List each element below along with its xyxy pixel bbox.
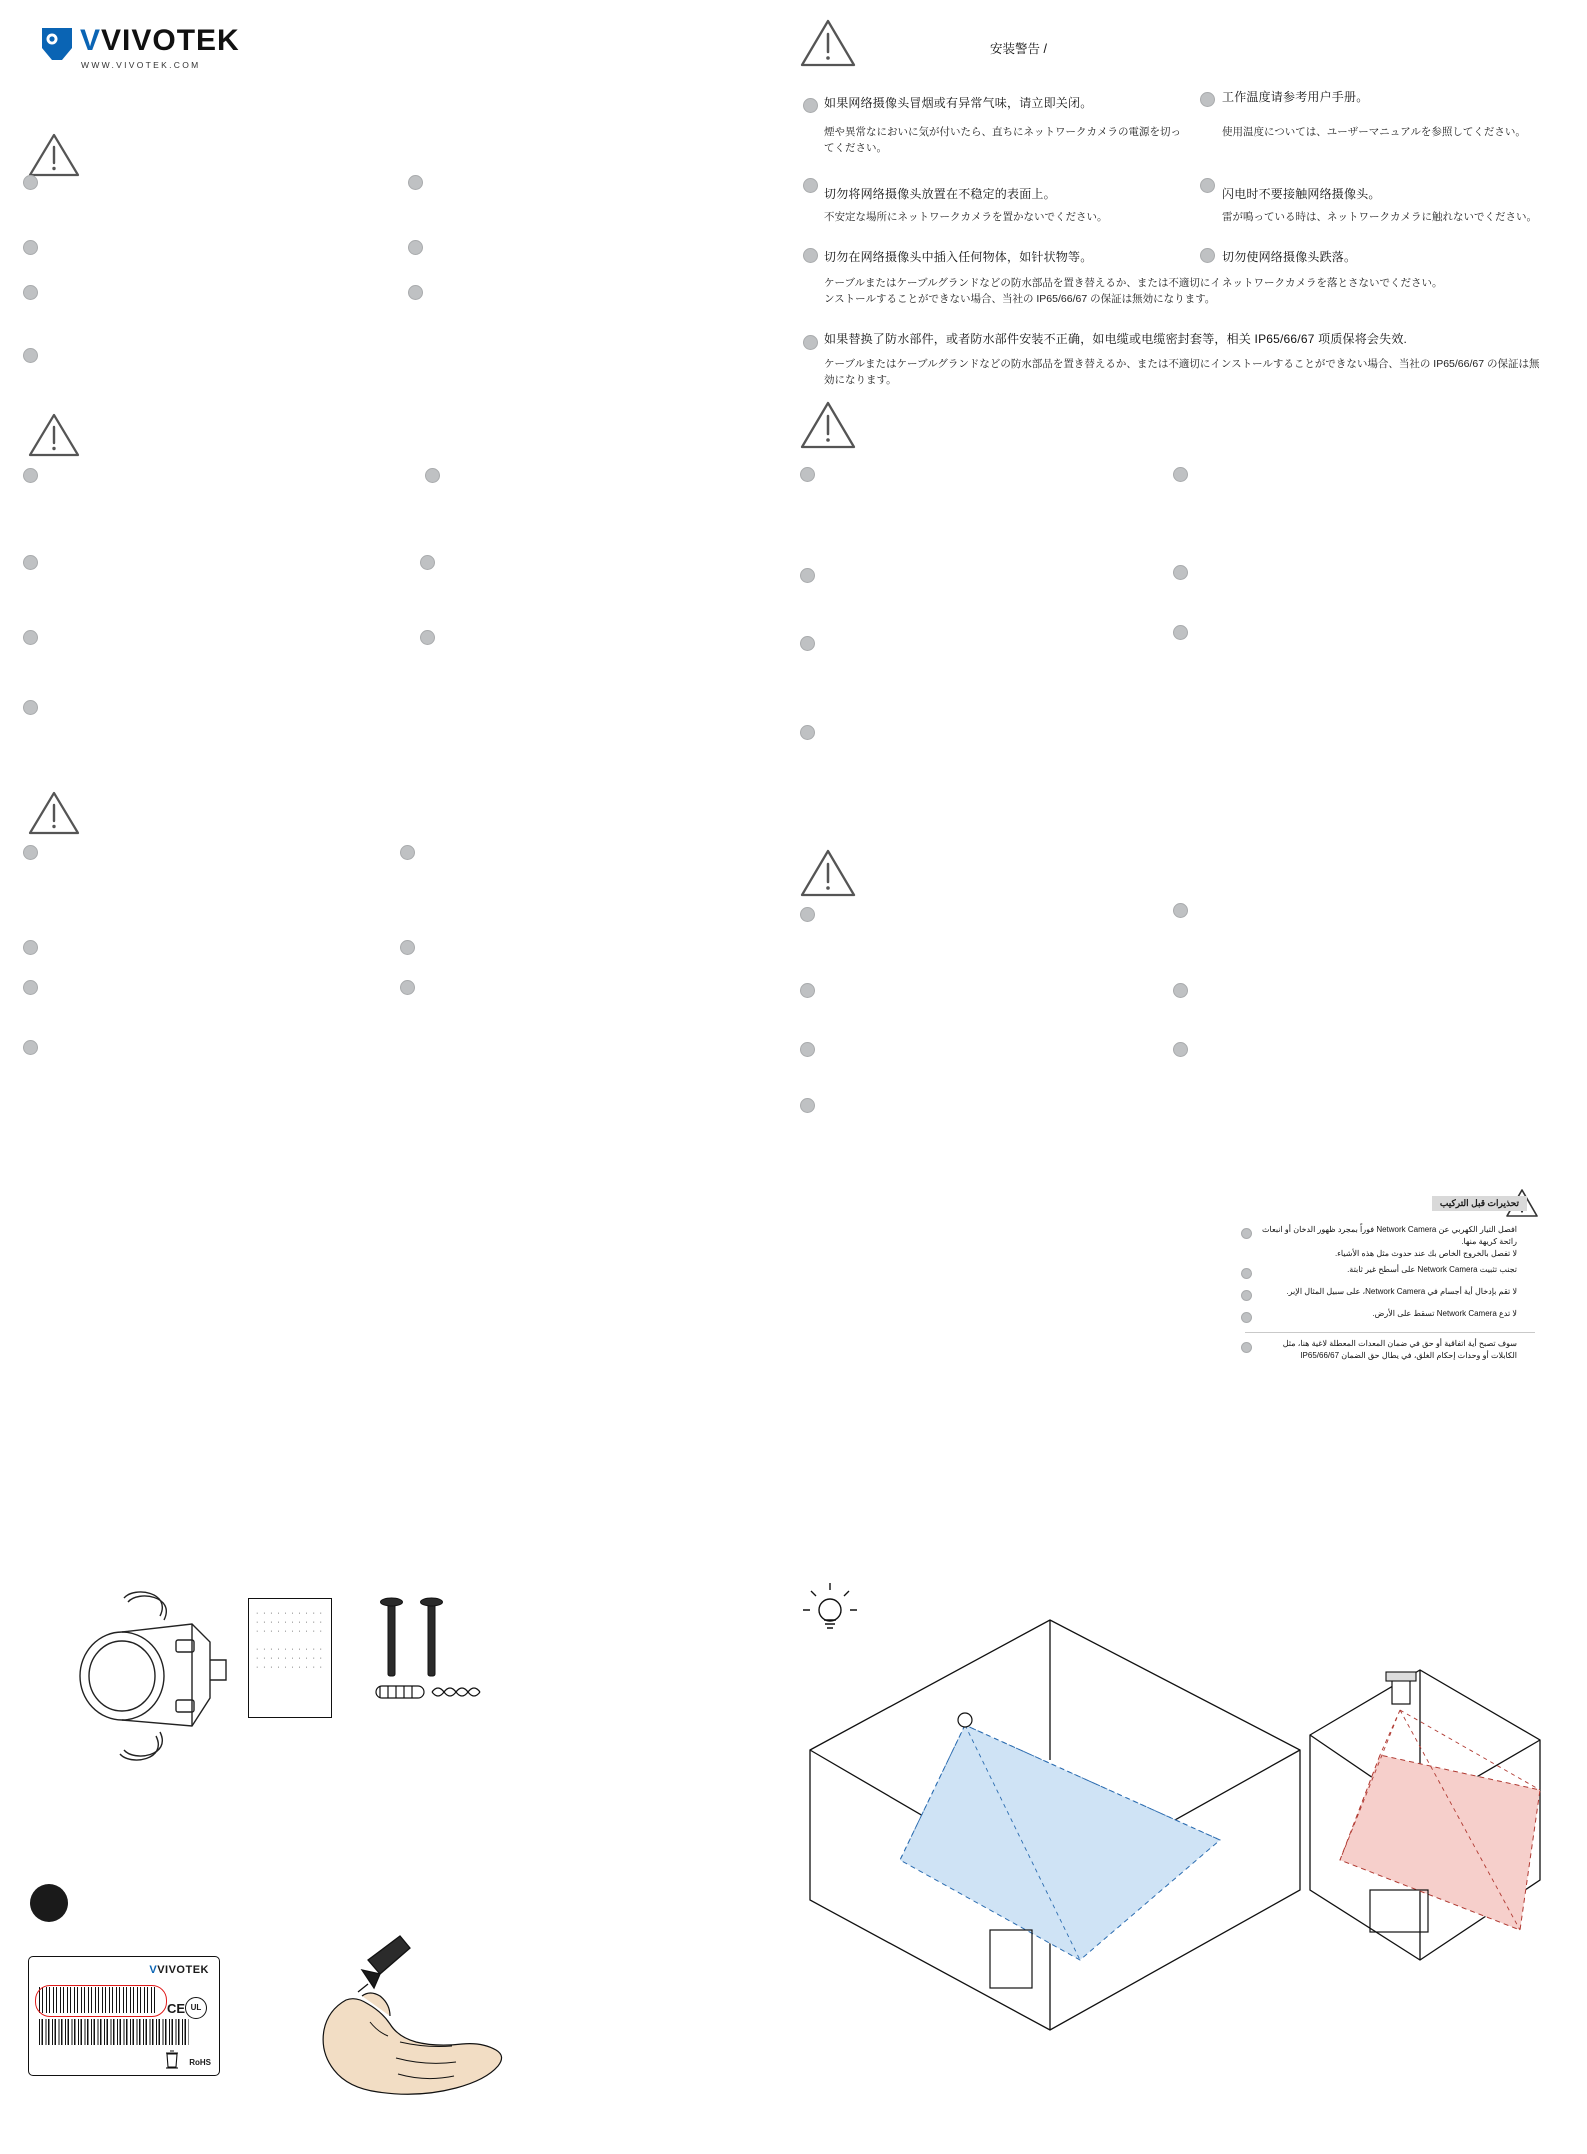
warning-jp-3: ケーブルまたはケーブルグランドなどの防水部品を置き替えるか、または不適切にインストールすることができない場合、当社の IP65/66/67 の保証は無効になります。 (824, 277, 1221, 306)
warning-jp-1: 煙や異常なにおいに気が付いたら、直ちにネットワークカメラの電源を切ってください。 (824, 126, 1181, 155)
install-warning-heading: 安装警告 / (990, 42, 1047, 56)
vivotek-wordmark: VVIVOTEK (80, 24, 240, 57)
list-bullet (800, 983, 815, 998)
list-bullet (408, 175, 423, 190)
list-bullet (1173, 1042, 1188, 1057)
list-bullet (408, 240, 423, 255)
list-bullet (400, 940, 415, 955)
arabic-line-5: لا تدع Network Camera تسقط على الأرض. (1372, 1309, 1517, 1318)
arabic-line-4: لا تقم بإدخال أية أجسام في Network Camera، على سبيل المثال الإبر. (1286, 1287, 1517, 1296)
warning-zh-r3: 切勿使网络摄像头跌落。 (1222, 250, 1357, 264)
barcode-secondary (39, 2019, 189, 2045)
arabic-line-3: تجنب تثبيت Network Camera على أسطح غير ثابتة. (1347, 1265, 1517, 1274)
list-bullet (23, 240, 38, 255)
list-bullet (425, 468, 440, 483)
vivotek-url: WWW.VIVOTEK.COM (81, 60, 201, 70)
warning-triangle-icon (800, 18, 856, 68)
product-label-illustration (28, 1956, 220, 2076)
list-bullet (1173, 565, 1188, 580)
label-brand: VVIVOTEK (149, 1964, 209, 1976)
vivotek-mark-icon (40, 26, 74, 62)
template-dots: · · · · · · · · · · · · · · · · · · · · · · · · · · · · · · · · · · · · · · · · · · · · · · · · · · · · · · · · · · · · (256, 1610, 324, 1671)
list-bullet (800, 568, 815, 583)
list-bullet (800, 1098, 815, 1113)
list-bullet (23, 468, 38, 483)
black-dot-marker (30, 1884, 68, 1922)
arabic-line-1: افصل التيار الكهربي عن Network Camera فوراً بمجرد ظهور الدخان أو انبعاث رائحة كريهة منها. (1261, 1225, 1517, 1246)
list-bullet (1241, 1268, 1252, 1279)
vivotek-logo (40, 22, 250, 82)
screws-and-anchors-illustration (370, 1590, 500, 1720)
warning-zh-2: 切勿将网络摄像头放置在不稳定的表面上。 (824, 187, 1056, 201)
arabic-warning-panel (1245, 1196, 1535, 1386)
list-bullet (800, 636, 815, 651)
list-bullet (408, 285, 423, 300)
warning-zh-4: 如果替换了防水部件，或者防水部件安装不正确，如电缆或电缆密封套等，相关 IP65/66/67 项质保将会失效. (824, 332, 1408, 346)
ce-mark: CE (166, 2001, 185, 2016)
list-bullet (23, 285, 38, 300)
warning-jp-4: ケーブルまたはケーブルグランドなどの防水部品を置き替えるか、または不適切にインストールすることができない場合、当社の IP65/66/67 の保証は無効になります。 (824, 358, 1540, 387)
warning-zh-r2: 闪电时不要接触网络摄像头。 (1222, 187, 1381, 201)
list-bullet (1173, 903, 1188, 918)
installation-room-diagram (780, 1560, 1550, 2120)
warning-triangle-icon (28, 412, 80, 458)
list-bullet (800, 1042, 815, 1057)
wordmark-text: VIVOTEK (101, 24, 240, 57)
warning-zh-1: 如果网络摄像头冒烟或有异常气味，请立即关闭。 (824, 96, 1093, 110)
camera-illustration (60, 1580, 240, 1770)
warning-triangle-icon (28, 790, 80, 836)
arabic-panel-title: تحذيرات قبل التركيب (1432, 1196, 1527, 1211)
list-bullet (800, 725, 815, 740)
list-bullet (23, 175, 38, 190)
highlight-oval (35, 1985, 167, 2017)
warning-triangle-icon (800, 848, 856, 898)
warning-triangle-icon (800, 400, 856, 450)
list-bullet (23, 1040, 38, 1055)
list-bullet (23, 630, 38, 645)
hand-marking-illustration (250, 1930, 570, 2130)
list-bullet (800, 467, 815, 482)
list-bullet (1173, 983, 1188, 998)
list-bullet (1173, 625, 1188, 640)
weee-bin-icon (165, 2049, 179, 2069)
list-bullet (1241, 1228, 1252, 1239)
list-bullet (23, 555, 38, 570)
list-bullet (1173, 467, 1188, 482)
warning-jp-r1: 使用温度については、ユーザーマニュアルを参照してください。 (1222, 126, 1526, 138)
list-bullet (23, 940, 38, 955)
rohs-mark: RoHS (189, 2058, 211, 2067)
list-bullet (23, 348, 38, 363)
list-bullet (803, 335, 818, 350)
list-bullet (1200, 248, 1215, 263)
list-bullet (1241, 1312, 1252, 1323)
template-sticker-illustration (248, 1598, 332, 1718)
list-bullet (420, 630, 435, 645)
list-bullet (23, 845, 38, 860)
ul-mark: UL (185, 1997, 207, 2019)
warning-jp-r3: ネットワークカメラを落とさないでください。 (1222, 277, 1443, 289)
list-bullet (400, 845, 415, 860)
arabic-line-2: لا تفصل بالخروج الخاص بك عند حدوث مثل هذه الأشياء. (1334, 1249, 1517, 1258)
list-bullet (1200, 92, 1215, 107)
warning-jp-r2: 雷が鳴っている時は、ネットワークカメラに触れないでください。 (1222, 211, 1537, 223)
warning-zh-3: 切勿在网络摄像头中插入任何物体，如针状物等。 (824, 250, 1093, 264)
list-bullet (800, 907, 815, 922)
list-bullet (1241, 1342, 1252, 1353)
list-bullet (23, 980, 38, 995)
warning-triangle-icon (28, 132, 80, 178)
list-bullet (400, 980, 415, 995)
warning-jp-2: 不安定な場所にネットワークカメラを置かないでください。 (824, 211, 1108, 223)
list-bullet (803, 178, 818, 193)
arabic-line-6: سوف تصبح أية اتفاقية أو حق في ضمان المعدات المعطلة لاغية هنا، مثل الكابلات أو وحدات إحكام الغلق، في يطال حق الضمان IP65/66/67 (1282, 1339, 1517, 1360)
list-bullet (23, 700, 38, 715)
list-bullet (803, 98, 818, 113)
list-bullet (1200, 178, 1215, 193)
list-bullet (1241, 1290, 1252, 1301)
list-bullet (420, 555, 435, 570)
warning-zh-r1: 工作温度请参考用户手册。 (1222, 90, 1369, 104)
list-bullet (803, 248, 818, 263)
